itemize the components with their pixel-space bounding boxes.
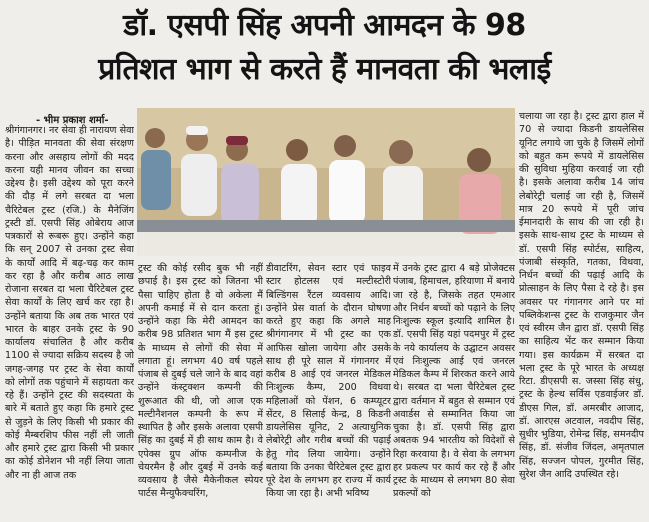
article-column-5: चलाया जा रहा है। ट्रस्ट द्वारा हाल में 70 से ज्यादा किडनी डायलेसिस यूनिट लगाये जा चुके है जिसमें लोगों को बहुत कम रूपये में डायलेसिस की सुविधा मुहिया करवाई जा रही है। इसके अलावा करीब 14 जांच लेबोरेट्री चलाई जा रही है, जिसमें मात्र 20 रूपये में पूरी जांच ईमानदारी के साथ की जा रही है। इसके साथ-साथ ट्रस्ट के माध्यम से डॉ. एसपी सिंह स्पोर्टस, साहित्य, पंजाबी संस्कृति, गतका, विधवा, निर्धन बच्चों की पढ़ाई आदि के प्रोत्साहन के लिए पैसा दे रहे है। इस अवसर पर गंगानगर आने पर मां पब्लिकेशन्स ट्रस्ट के राजकुमार जैन एवं स्वीरम जैन द्वारा डॉ. एसपी सिंह का साहित्य भेंट कर सम्मान किया गया। इस कार्यक्रम में सरबत दा भला ट्रस्ट के पूरे भारत के अध्यक्ष रिटा. डीएसपी स. जस्सा सिंह संधु, ट्रस्ट के हेल्थ सर्विस एडवाईजर डॉ. डीएस गिल, डॉ. अमरबीर आजाद, डॉ. आरएस अटवाल, नवदीप सिंह, सुधीर भुडिया, रोमेन्द्र सिंह, समनदीप सिंह, डॉ. संजीव जिंदल, अमृतपाल सिंह, सज्जन पोपल, गुरमीत सिंह, सुरेश जैन आदि उपस्थित रहे। bbox=[519, 111, 644, 480]
article-column-4: में उनके ट्रस्ट द्वारा 4 बड़े प्रोजेक्टस पंजाब, हिमाचल, हरियाणा में बनाये जा रहे है, जिसके तहत एमआर और निर्धन बच्चों को पढ़ाने के लिए निःशुल्क स्कूल इत्यादि शामिल है। डॉ. एसपी सिंह यहां पदमपुर में ट्रस्ट के नये कार्यालय के उद्घाटन अवसर एवं निःशुल्क आई एवं जनरल मेडिकल कैम्प में शिरकत करने आये थे। सरबत दा भला चैरिटेबल ट्रस्ट द्वारा वर्तमान में बहुत से सम्मान एवं अवार्डस से सम्मानित किया जा चुका है। डॉ. एसपी सिंह द्वारा अबतक 94 भारतीय को विदेशों से रिहा करवाया है। वे सेवा के लगभग हर प्रकल्प पर कार्य कर रहे हैं और ट्रस्ट के माध्यम से लगभग 80 सेवा प्रकल्पों को bbox=[393, 263, 515, 500]
byline: - भीम प्रकाश शर्मा- bbox=[36, 115, 109, 126]
article-column-2: ट्रस्ट की कोई रसीद बुक भी नहीं छपाई है। इस ट्रस्ट को जितना भी पैसा चाहिए होता है वो अकेला मैं अपनी कमाई में से दान करता हूं। उन्होंने कहा कि मेरी आमदन का करीब 98 प्रतिशत भाग मैं इस ट्रस्ट के माध्यम से लोगों की सेवा में लगाता हूं। लगभग 40 वर्ष पहले पंजाब से दुबई चले जाने के बाद वहां उन्होंने कंस्ट्रक्शन कम्पनी की शुरूआत की थी, जो आज एक मल्टीनैशनल कम्पनी के रूप में स्थापित है और इसके अलावा एसपी सिंह का दुबई में ही साथ काम है। वे एपेक्स ग्रुप ऑफ कम्पनीज के चेयरमैन है और दुबई में उनके कई व्यवसाय है जैसे मैकेनीकल स्पेयर पार्टस मैन्युफैक्चरिंग, bbox=[138, 263, 263, 500]
article-column-3: डीवाटरिंग, सेवन स्टार एवं फाइव स्टार होटलस एवं मल्टीस्टोरी बिल्डिंगस रैंटल व्यवसाय आदि। उन्होंने प्रेस वार्ता के दौरान घोषणा करते हुए कहा कि अगले माह श्रीगंगानगर में भी ट्रस्ट का एक आफिस खोला जायेगा और उसके साथ ही पूरे साल में गंगानगर में करीब 8 आई एवं जनरल मेडिकल निःशुल्क कैम्प, 200 विधवा महिलाओं को पेंशन, 6 कम्प्यूटर सेंटर, 8 सिलाई केन्द्र, 8 किडनी डायलेसिस यूनिट, 2 अत्याधुनिक लेबोरेट्री और गरीब बच्चों की पढ़ाई हेतु गोद लिया जायेगा। उन्होंने बताया कि उनका चैरिटेबल ट्रस्ट द्वारा पूरे देश के लगभग हर राज्य में कार्य किया जा रहा है। अभी भविष्य bbox=[266, 263, 391, 500]
article-column-1: श्रीगंगानगर। नर सेवा ही नारायण सेवा है। पीड़ित मानवता की सेवा संरक्षण करना और असहाय लोगों की मदद करना यही मानव जीवन का सच्चा उद्देश्य है। इसी उद्देश्य को पूरा करने की दौड़ में लगे सरबत दा भला चैरिटेबल ट्रस्ट (रजि.) के मैनेजिंग ट्रस्टी डॉ. एसपी सिंह ओबेराय आज पत्रकारों से रूबरू हुए। उन्होंने कहा कि सन् 2007 से उनका ट्रस्ट सेवा के कार्यों आदि में बढ़-चढ़ कर काम कर रहा है और करीब आठ लाख रोजाना सरबत दा भला चैरिटेबल ट्रस्ट सेवा कार्यों के लिए खर्च कर रहा है। उन्होंने बताया कि अब तक भारत एवं भारत के बाहर उनके ट्रस्ट के 90 कार्यालय संचालित है और करीब 1100 से ज्यादा सक्रिय सदस्य है जो जगह-जगह पर ट्रस्ट के सेवा कार्यों को लोगों तक पहुंचाने में सहायता कर रहे हैं। उन्होंने ट्रस्ट की सदस्यता के बारे में बताते हुए कहा कि हमारे ट्रस्ट से जुड़ने के लिए किसी भी प्रकार की कोई मैम्बरशिप फीस नहीं ली जाती और हमारे ट्रस्ट द्वारा किसी भी प्रकार का कोई डोनेशन भी नहीं लिया जाता और ना ही आज तक bbox=[5, 125, 134, 481]
headline-line-1: डॉ. एसपी सिंह अपनी आमदन के 98 bbox=[123, 8, 526, 43]
news-photo bbox=[137, 108, 515, 256]
headline-line-2: प्रतिशत भाग से करते हैं मानवता की भलाई bbox=[98, 52, 551, 87]
headline bbox=[8, 4, 641, 108]
